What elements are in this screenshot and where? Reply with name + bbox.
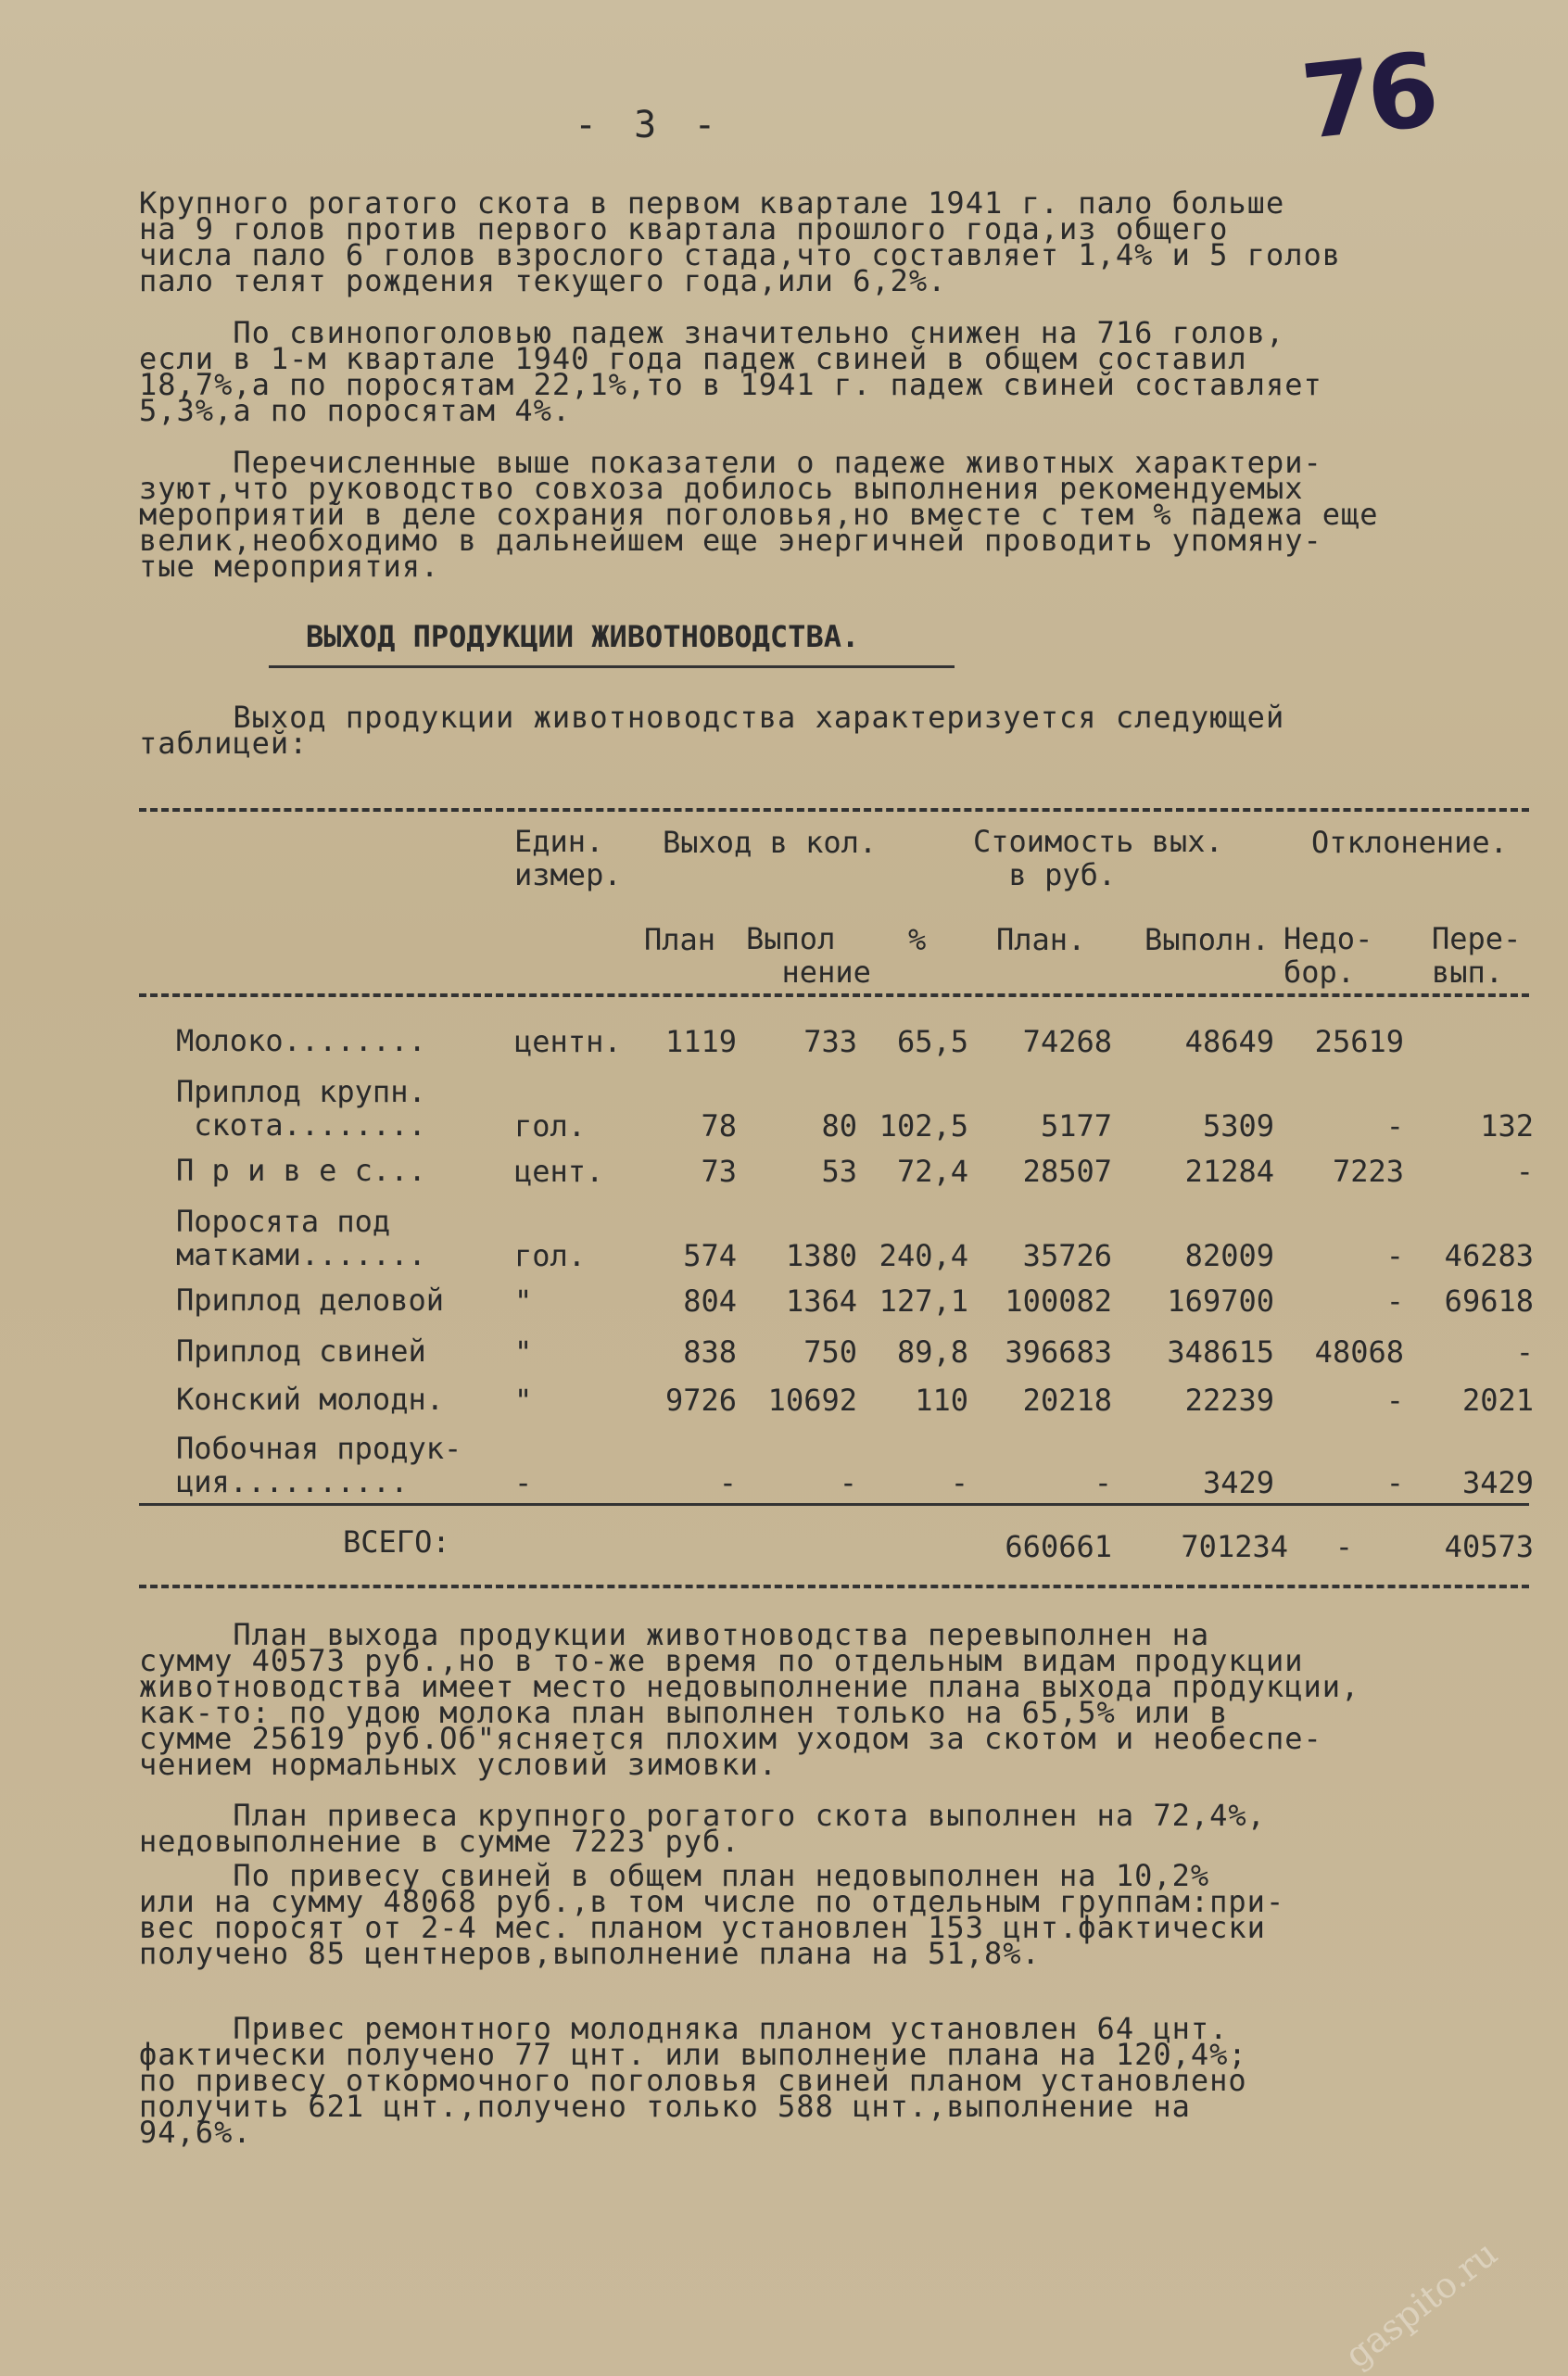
cell-cost-plan: 74268	[1022, 1024, 1112, 1059]
cell-cost-plan: 5177	[1040, 1108, 1112, 1144]
cell-unit: "	[514, 1383, 533, 1418]
cell-plan: -	[718, 1465, 737, 1500]
cell-cost-plan: 28507	[1022, 1154, 1112, 1189]
paragraph-cattle: Крупного рогатого скота в первом квартале 1941 г. пало больше на 9 голов против первого квартала прошлого года,из общего числа пало 6 голов взрослого стада,что составляет 1,4% и 5 голов пало телят рождения текущего года,или 6,2%.	[139, 185, 1341, 298]
cell-under: -	[1385, 1465, 1404, 1500]
sub-header-cost-plan: План.	[996, 922, 1086, 957]
cell-done: 733	[803, 1024, 857, 1059]
total-over: 40573	[1444, 1529, 1534, 1564]
row-label: П р и в е с...	[176, 1153, 426, 1188]
cell-cost-plan: -	[1094, 1465, 1112, 1500]
row-label: Приплод крупн. скота........	[176, 1074, 426, 1143]
sub-header-plan: План	[644, 922, 716, 957]
cell-cost-plan: 100082	[1005, 1283, 1112, 1319]
cell-cost-done: 5309	[1202, 1108, 1274, 1144]
row-label: Поросята под матками.......	[176, 1204, 426, 1272]
closing-paragraph-young-stock: Привес ремонтного молодняка планом установлен 64 цнт. фактически получено 77 цнт. или выполнение плана на 120,4%; по привесу откормочного поголовья свиней планом установлено получить 621 цнт.,получено только 588 цнт.,выполнение на 94,6%.	[139, 2011, 1247, 2150]
cell-plan: 1119	[664, 1024, 737, 1059]
cell-unit: гол.	[514, 1238, 587, 1273]
cell-under: 7223	[1332, 1154, 1404, 1189]
cell-over: 46283	[1444, 1238, 1534, 1273]
closing-paragraph-cattle-weight: План привеса крупного рогатого скота выполнен на 72,4%, недовыполнение в сумме 7223 руб.	[139, 1798, 1266, 1859]
cell-cost-done: 3429	[1202, 1465, 1274, 1500]
cell-pct: 89,8	[896, 1334, 968, 1370]
sub-header-under: Недо- бор.	[1283, 921, 1373, 990]
row-label: Конский молодн.	[176, 1382, 444, 1417]
sub-header-over: Пере- вып.	[1432, 921, 1522, 990]
cell-cost-done: 348615	[1167, 1334, 1274, 1370]
cell-under: 48068	[1314, 1334, 1404, 1370]
cell-pct: 240,4	[879, 1238, 968, 1273]
total-cost-plan: 660661	[1005, 1529, 1112, 1564]
cell-plan: 838	[683, 1334, 737, 1370]
cell-plan: 78	[701, 1108, 737, 1144]
col-header-cost: Стоимость вых. в руб.	[973, 824, 1223, 892]
table-intro: Выход продукции животноводства характеризуется следующей таблицей:	[139, 700, 1285, 761]
heading-underline	[269, 665, 955, 668]
cell-pct: 110	[915, 1383, 968, 1418]
cell-under: 25619	[1314, 1024, 1404, 1059]
cell-under: -	[1385, 1108, 1404, 1144]
sub-header-cost-done: Выполн.	[1144, 922, 1270, 957]
cell-over: -	[1515, 1334, 1534, 1370]
total-label: ВСЕГО:	[343, 1524, 450, 1560]
page-number: - 3 -	[575, 104, 724, 146]
cell-over: -	[1515, 1154, 1534, 1189]
table-total-rule	[139, 1503, 1529, 1506]
cell-cost-done: 48649	[1184, 1024, 1274, 1059]
cell-plan: 73	[701, 1154, 737, 1189]
site-watermark: gaspito.ru	[1336, 2232, 1505, 2376]
cell-plan: 574	[683, 1238, 737, 1273]
cell-done: 80	[821, 1108, 857, 1144]
row-label: Приплод свиней	[176, 1333, 426, 1369]
col-header-output-qty: Выход в кол.	[663, 825, 878, 860]
total-under: -	[1334, 1529, 1353, 1564]
paragraph-conclusion: Перечисленные выше показатели о падеже животных характери- зуют,что руководство совхоза добилось выполнения рекомендуемых мероприятий в деле сохрания поголовья,но вместе с тем % падежа еще велик,необходимо в дальнейшем еще энергичней проводить упомяну- тые мероприятия.	[139, 445, 1379, 584]
sub-header-pct: %	[908, 922, 927, 957]
cell-done: 10692	[767, 1383, 857, 1418]
cell-plan: 804	[683, 1283, 737, 1319]
cell-unit: -	[514, 1465, 533, 1500]
cell-under: -	[1385, 1283, 1404, 1319]
table-top-rule	[139, 808, 1529, 812]
cell-cost-plan: 20218	[1022, 1383, 1112, 1418]
table-header-rule	[139, 993, 1529, 997]
closing-paragraph-overfulfilment: План выхода продукции животноводства перевыполнен на сумму 40573 руб.,но в то-же время по отдельным видам продукции животноводства имеет место недовыполнение плана выхода продукции, как-то: по удою молока план выполнен только на 65,5% или в сумме 25619 руб.Об"ясняется плохим уходом за скотом и необеспе- чением нормальных условий зимовки.	[139, 1617, 1360, 1782]
total-cost-done: 701234	[1181, 1529, 1288, 1564]
cell-pct: 127,1	[879, 1283, 968, 1319]
cell-under: -	[1385, 1238, 1404, 1273]
section-heading: ВЫХОД ПРОДУКЦИИ ЖИВОТНОВОДСТВА.	[306, 619, 860, 654]
cell-unit: "	[514, 1283, 533, 1319]
cell-done: 53	[821, 1154, 857, 1189]
cell-over: 3429	[1461, 1465, 1534, 1500]
cell-pct: -	[950, 1465, 968, 1500]
cell-unit: цент.	[514, 1154, 604, 1189]
cell-cost-plan: 396683	[1005, 1334, 1112, 1370]
cell-pct: 72,4	[896, 1154, 968, 1189]
row-label: Приплод деловой	[176, 1283, 444, 1318]
cell-pct: 65,5	[896, 1024, 968, 1059]
cell-plan: 9726	[664, 1383, 737, 1418]
cell-cost-plan: 35726	[1022, 1238, 1112, 1273]
cell-over: 132	[1480, 1108, 1534, 1144]
cell-cost-done: 169700	[1167, 1283, 1274, 1319]
sub-header-done: Выпол нение	[746, 921, 871, 990]
cell-pct: 102,5	[879, 1108, 968, 1144]
closing-paragraph-pig-weight: По привесу свиней в общем план недовыполнен на 10,2% или на сумму 48068 руб.,в том числе по отдельным группам:при- вес поросят от 2-4 мес. планом установлен 153 цнт.фактически получено 85 центнеров,выполнение плана на 51,8%.	[139, 1858, 1285, 1971]
col-header-deviation: Отклонение.	[1311, 825, 1508, 860]
cell-unit: центн.	[514, 1024, 622, 1059]
table-bottom-rule	[139, 1585, 1529, 1588]
cell-cost-done: 22239	[1184, 1383, 1274, 1418]
cell-done: 1380	[785, 1238, 857, 1273]
row-label: Молоко........	[176, 1023, 426, 1058]
cell-done: 750	[803, 1334, 857, 1370]
cell-done: 1364	[785, 1283, 857, 1319]
archive-page-stamp: 76	[1296, 30, 1439, 163]
paragraph-pigs: По свинопоголовью падеж значительно снижен на 716 голов, если в 1-м квартале 1940 года падеж свиней в общем составил 18,7%,а по поросятам 22,1%,то в 1941 г. падеж свиней составляет 5,3%,а по поросятам 4%.	[139, 315, 1322, 428]
cell-done: -	[839, 1465, 857, 1500]
cell-cost-done: 82009	[1184, 1238, 1274, 1273]
col-header-unit: Един. измер.	[514, 824, 622, 892]
cell-unit: "	[514, 1334, 533, 1370]
cell-cost-done: 21284	[1184, 1154, 1274, 1189]
cell-under: -	[1385, 1383, 1404, 1418]
row-label: Побочная продук- ция..........	[176, 1431, 462, 1499]
cell-over: 69618	[1444, 1283, 1534, 1319]
cell-over: 2021	[1461, 1383, 1534, 1418]
cell-unit: гол.	[514, 1108, 587, 1144]
